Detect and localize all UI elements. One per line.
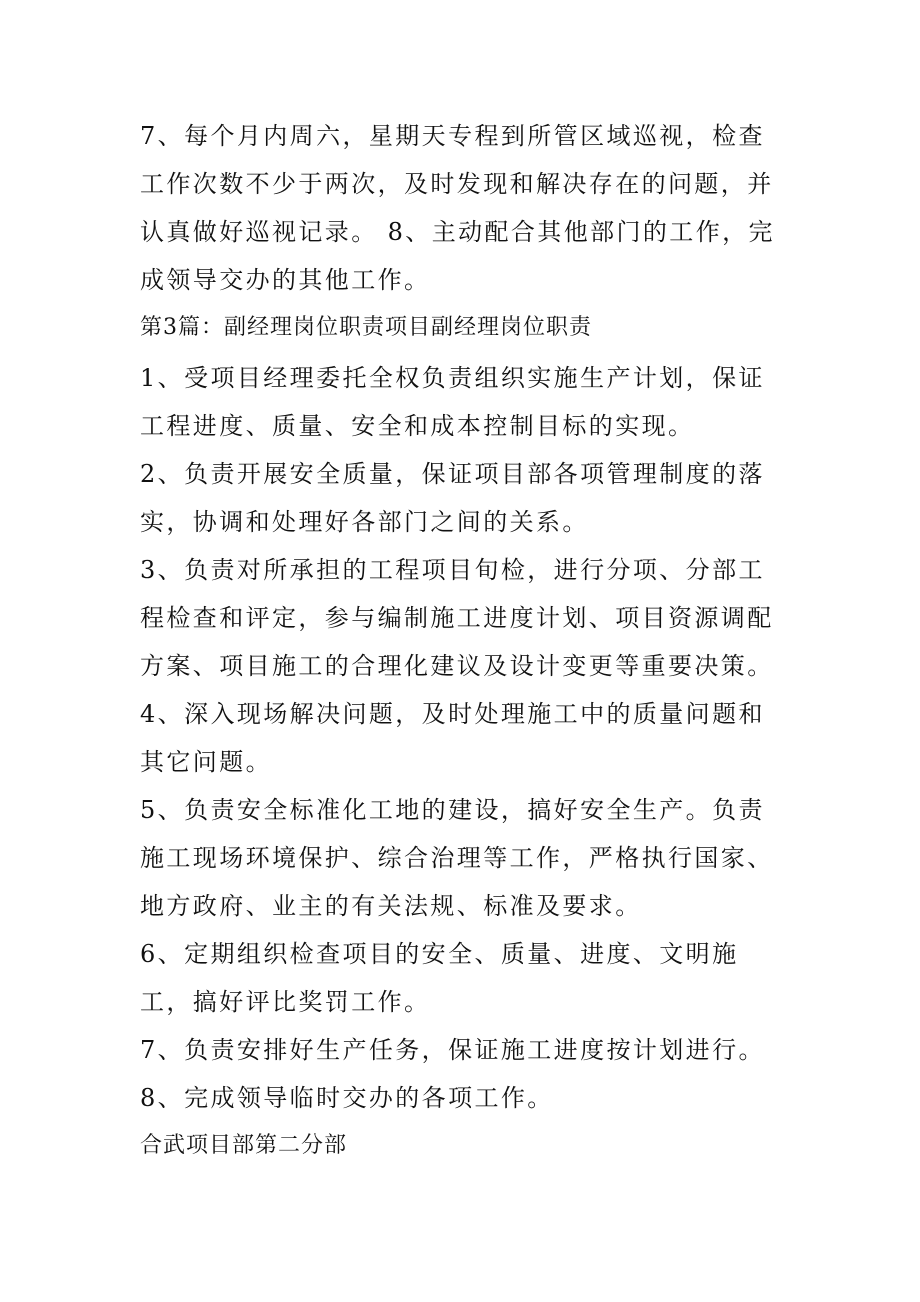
duty-item-6: 6、定期组织检查项目的安全、质量、进度、文明施工，搞好评比奖罚工作。: [140, 940, 739, 1016]
duty-item-8: 8、完成领导临时交办的各项工作。: [140, 1084, 554, 1112]
duty-item-4: 4、深入现场解决问题，及时处理施工中的质量问题和其它问题。: [140, 700, 765, 776]
duty-item-1: 1、受项目经理委托全权负责组织实施生产计划，保证工程进度、质量、安全和成本控制目标的实现。: [140, 364, 765, 440]
duty-item-5: 5、负责安全标准化工地的建设，搞好安全生产。负责施工现场环境保护、综合治理等工作，严格执行国家、地方政府、业主的有关法规、标准及要求。: [140, 796, 774, 920]
duty-item-2: 2、负责开展安全质量，保证项目部各项管理制度的落实，协调和处理好各部门之间的关系。: [140, 460, 765, 536]
duty-item-7: 7、负责安排好生产任务，保证施工进度按计划进行。: [140, 1036, 765, 1064]
duty-item-3: 3、负责对所承担的工程项目旬检，进行分项、分部工程检查和评定，参与编制施工进度计划、项目资源调配方案、项目施工的合理化建议及设计变更等重要决策。: [140, 556, 774, 680]
intro-paragraph: 7、每个月内周六，星期天专程到所管区域巡视，检查工作次数不少于两次，及时发现和解决存在的问题，并认真做好巡视记录。 8、主动配合其他部门的工作，完成领导交办的其他工作。: [140, 122, 775, 294]
signature-line: 合武项目部第二分部: [140, 1133, 348, 1158]
section-heading: 第3篇：副经理岗位职责项目副经理岗位职责: [140, 315, 592, 340]
